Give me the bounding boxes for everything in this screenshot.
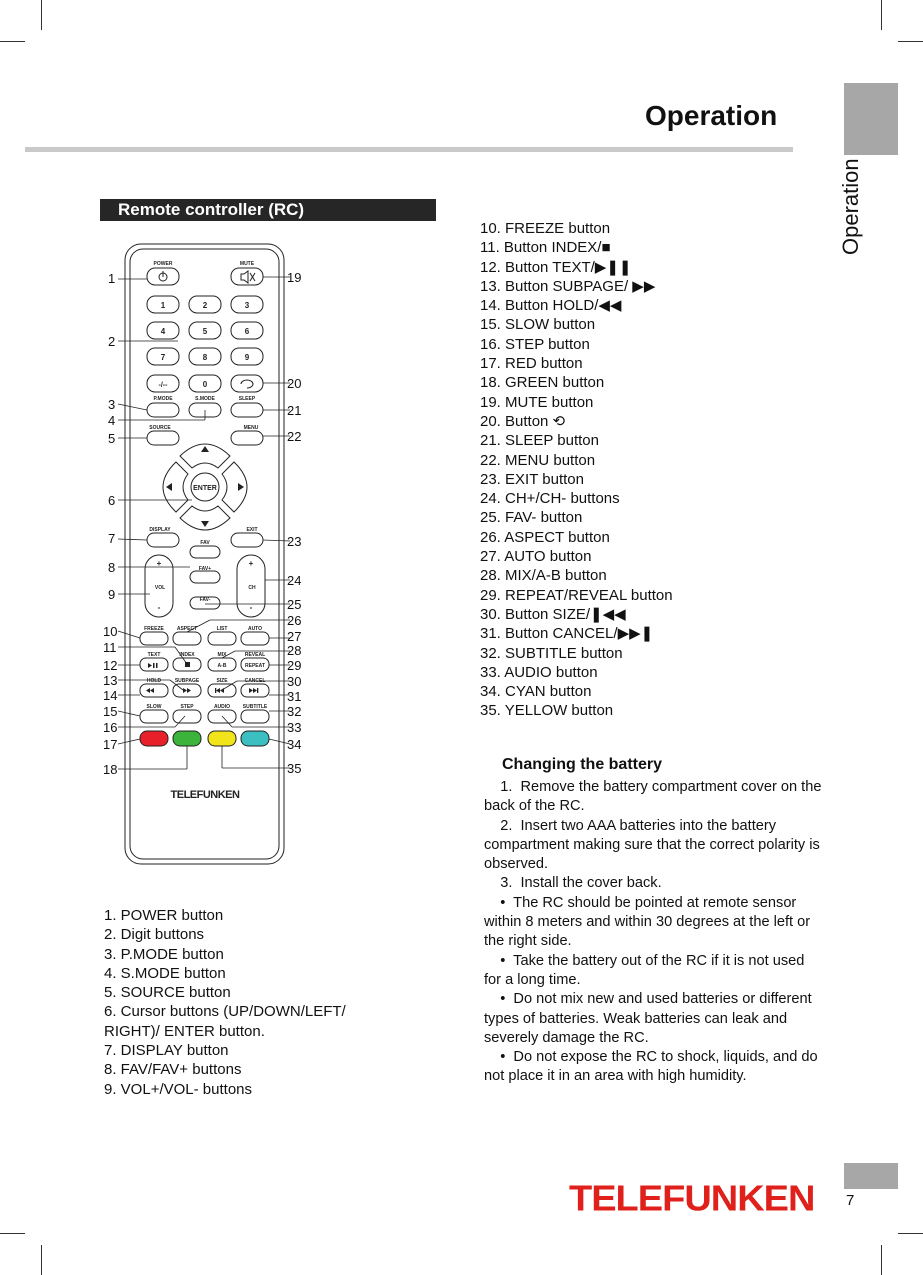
label-favminus: FAV- (199, 597, 211, 603)
digit-3: 3 (244, 301, 250, 310)
crop-mark (41, 1245, 42, 1275)
callout-number: 29 (287, 658, 302, 673)
freeze-button (140, 632, 168, 645)
button-list-right (480, 219, 673, 721)
callout-number: 15 (103, 704, 118, 719)
crop-mark (0, 41, 25, 42)
battery-paragraph: • The RC should be pointed at remote sensor within 8 meters and within 30 degrees at the left or the right side. (484, 894, 815, 950)
crop-mark (881, 0, 882, 30)
page-title: Operation (645, 100, 778, 131)
section-heading: Remote controller (RC) (100, 199, 436, 221)
battery-paragraph: • Take the battery out of the RC if it is not used for a long time. (484, 952, 809, 988)
list-item: 12. Button TEXT/▶❚❚ (480, 258, 632, 276)
callout-number: 20 (287, 376, 302, 391)
callout-number: 18 (103, 762, 118, 777)
callout-number: 35 (287, 761, 302, 776)
callout-number: 8 (108, 560, 116, 575)
list-item: 25. FAV- button (480, 509, 583, 527)
digit-6: 6 (244, 327, 250, 336)
label-freeze: FREEZE (144, 626, 164, 632)
list-item: 30. Button SIZE/❚◀◀ (480, 605, 626, 623)
display-button (147, 533, 179, 547)
battery-instructions (484, 778, 824, 1087)
label-favplus: FAV+ (198, 566, 212, 572)
list-item: 18. GREEN button (480, 374, 605, 392)
battery-paragraph: 3. Install the cover back. (484, 875, 662, 892)
slow-button (140, 710, 168, 723)
callout-number: 34 (287, 737, 302, 752)
aspect-button (173, 632, 201, 645)
list-item: 19. MUTE button (480, 393, 594, 411)
sleep-button (231, 403, 263, 417)
green-button (173, 731, 201, 746)
label-display: DISPLAY (149, 527, 171, 533)
list-item: 1. POWER button (104, 907, 224, 924)
digit-1: 1 (160, 301, 166, 310)
battery-paragraph: • Do not expose the RC to shock, liquids, and do not place it in an area with high humidity. (484, 1049, 822, 1085)
list-item: 10. FREEZE button (480, 220, 611, 237)
callout-number: 1 (108, 271, 116, 286)
digit-dash: -/-- (158, 382, 168, 389)
list-item: 24. CH+/CH- buttons (480, 490, 620, 508)
list-item: 22. MENU button (480, 451, 596, 469)
battery-paragraph: 2. Insert two AAA batteries into the battery compartment making sure that the correct polarity is observed. (484, 817, 824, 873)
list-item: 29. REPEAT/REVEAL button (480, 586, 673, 604)
list-item: 35. YELLOW button (480, 702, 614, 720)
callout-number: 33 (287, 720, 302, 735)
label-exit: EXIT (246, 527, 258, 533)
digit-5: 5 (202, 327, 208, 336)
step-button (173, 710, 201, 723)
callout-number: 10 (103, 624, 118, 639)
label-index: INDEX (179, 652, 195, 658)
label-ab: A-B (217, 663, 227, 669)
auto-button (241, 632, 269, 645)
callout-number: 28 (287, 643, 302, 658)
callout-number: 13 (103, 673, 118, 688)
crop-mark (881, 1245, 882, 1275)
callout-number: 27 (287, 629, 302, 644)
label-cancel: CANCEL (244, 678, 266, 684)
list-item: 14. Button HOLD/◀◀ (480, 297, 622, 315)
side-tab-block (844, 83, 898, 155)
label-power: POWER (153, 261, 173, 267)
callout-number: 32 (287, 704, 302, 719)
svg-text:-: - (249, 603, 253, 612)
label-step: STEP (180, 704, 194, 710)
callout-number: 5 (108, 431, 116, 446)
label-mute: MUTE (239, 261, 255, 267)
crop-mark (41, 0, 42, 30)
list-button (208, 632, 236, 645)
battery-paragraph: • Do not mix new and used batteries or different types of batteries. Weak batteries can leak and severely damage the RC. (484, 991, 816, 1046)
callout-number: 23 (287, 534, 302, 549)
label-fav: FAV (200, 540, 210, 546)
list-item: 15. SLOW button (480, 316, 596, 334)
label-smode: S.MODE (195, 396, 215, 402)
svg-text:+: + (156, 559, 162, 568)
callout-number: 3 (108, 397, 116, 412)
callout-number: 6 (108, 493, 116, 508)
label-menu: MENU (243, 425, 259, 431)
callout-number: 22 (287, 429, 302, 444)
label-subtitle: SUBTITLE (242, 704, 268, 710)
label-text: TEXT (147, 652, 161, 658)
list-item: 17. RED button (480, 355, 583, 373)
svg-text:+: + (248, 559, 254, 568)
label-mix: MIX (217, 652, 227, 658)
label-slow: SLOW (146, 704, 162, 710)
list-item: 9. VOL+/VOL- buttons (104, 1080, 253, 1098)
list-item: RIGHT)/ ENTER button. (104, 1022, 265, 1040)
crop-mark (0, 1233, 25, 1234)
crop-mark (898, 1233, 923, 1234)
page-number-tab (844, 1163, 898, 1189)
label-source: SOURCE (149, 425, 171, 431)
callout-number: 31 (287, 689, 302, 704)
list-item: 8. FAV/FAV+ buttons (104, 1061, 242, 1079)
callout-number: 26 (287, 613, 302, 628)
yellow-button (208, 731, 236, 746)
cyan-button (241, 731, 269, 746)
label-auto: AUTO (247, 626, 263, 632)
callout-number: 4 (108, 413, 116, 428)
list-item: 16. STEP button (480, 335, 590, 353)
digit-4: 4 (160, 327, 166, 336)
list-item: 34. CYAN button (480, 683, 592, 701)
list-item: 5. SOURCE button (104, 984, 231, 1002)
list-item: 33. AUDIO button (480, 663, 598, 681)
list-item: 2. Digit buttons (104, 926, 205, 944)
fav-plus-button (190, 571, 220, 583)
label-enter: ENTER (193, 485, 217, 492)
list-item: 31. Button CANCEL/▶▶❚ (480, 625, 654, 643)
battery-heading: Changing the battery (502, 756, 663, 773)
page-number: 7 (846, 1192, 855, 1209)
menu-button (231, 431, 263, 445)
pmode-button (147, 403, 179, 417)
callout-number: 30 (287, 674, 302, 689)
crop-mark (898, 41, 923, 42)
label-subpage: SUBPAGE (174, 678, 200, 684)
digit-2: 2 (202, 301, 208, 310)
list-item: 6. Cursor buttons (UP/DOWN/LEFT/ (104, 1003, 346, 1021)
list-item: 7. DISPLAY button (104, 1042, 229, 1060)
list-item: 23. EXIT button (480, 470, 584, 488)
label-sleep: SLEEP (238, 396, 256, 402)
callout-number: 2 (108, 334, 116, 349)
digit-0: 0 (202, 380, 208, 389)
list-item: 20. Button ⟲ (480, 412, 566, 430)
list-item: 32. SUBTITLE button (480, 644, 623, 662)
remote-brand: TELEFUNKEN (170, 789, 240, 801)
callout-number: 16 (103, 720, 118, 735)
button-list-left (104, 906, 346, 1099)
digit-7: 7 (160, 353, 166, 362)
list-item: 21. SLEEP button (480, 432, 599, 450)
list-item: 13. Button SUBPAGE/ ▶▶ (480, 277, 656, 295)
digit-9: 9 (244, 353, 250, 362)
label-vol: VOL (154, 585, 166, 591)
list-item: 3. P.MODE button (104, 945, 224, 963)
list-item: 26. ASPECT button (480, 528, 610, 546)
exit-button (231, 533, 263, 547)
label-size: SIZE (216, 678, 228, 684)
label-pmode: P.MODE (153, 396, 173, 402)
return-button (231, 375, 263, 392)
list-item: 4. S.MODE button (104, 964, 226, 982)
side-tab-label: Operation (838, 158, 863, 255)
label-repeat: REPEAT (245, 663, 265, 669)
callout-number: 11 (103, 640, 117, 655)
remote-illustration (95, 238, 315, 878)
callout-number: 14 (103, 688, 118, 703)
subtitle-button (241, 710, 269, 723)
svg-text:-: - (157, 603, 161, 612)
callout-number: 21 (287, 403, 302, 418)
label-list: LIST (216, 626, 228, 632)
list-item: 28. MIX/A-B button (480, 567, 607, 585)
red-button (140, 731, 168, 746)
label-audio: AUDIO (213, 704, 231, 710)
callout-number: 12 (103, 658, 118, 673)
label-hold: HOLD (146, 678, 162, 684)
label-ch: CH (248, 585, 256, 591)
callout-number: 25 (287, 597, 302, 612)
callout-number: 9 (108, 587, 116, 602)
label-reveal: REVEAL (244, 652, 266, 658)
callout-number: 7 (108, 531, 116, 546)
fav-button (190, 546, 220, 558)
title-rule (25, 147, 793, 152)
brand-logo: TELEFUNKEN (569, 1179, 815, 1219)
list-item: 11. Button INDEX/■ (480, 239, 611, 257)
label-aspect: ASPECT (176, 626, 198, 632)
battery-paragraph: 1. Remove the battery compartment cover on the back of the RC. (484, 779, 826, 815)
callout-number: 19 (287, 270, 302, 285)
source-button (147, 431, 179, 445)
callout-number: 24 (287, 573, 302, 588)
callout-number: 17 (103, 737, 118, 752)
list-item: 27. AUTO button (480, 548, 592, 566)
digit-8: 8 (202, 353, 208, 362)
